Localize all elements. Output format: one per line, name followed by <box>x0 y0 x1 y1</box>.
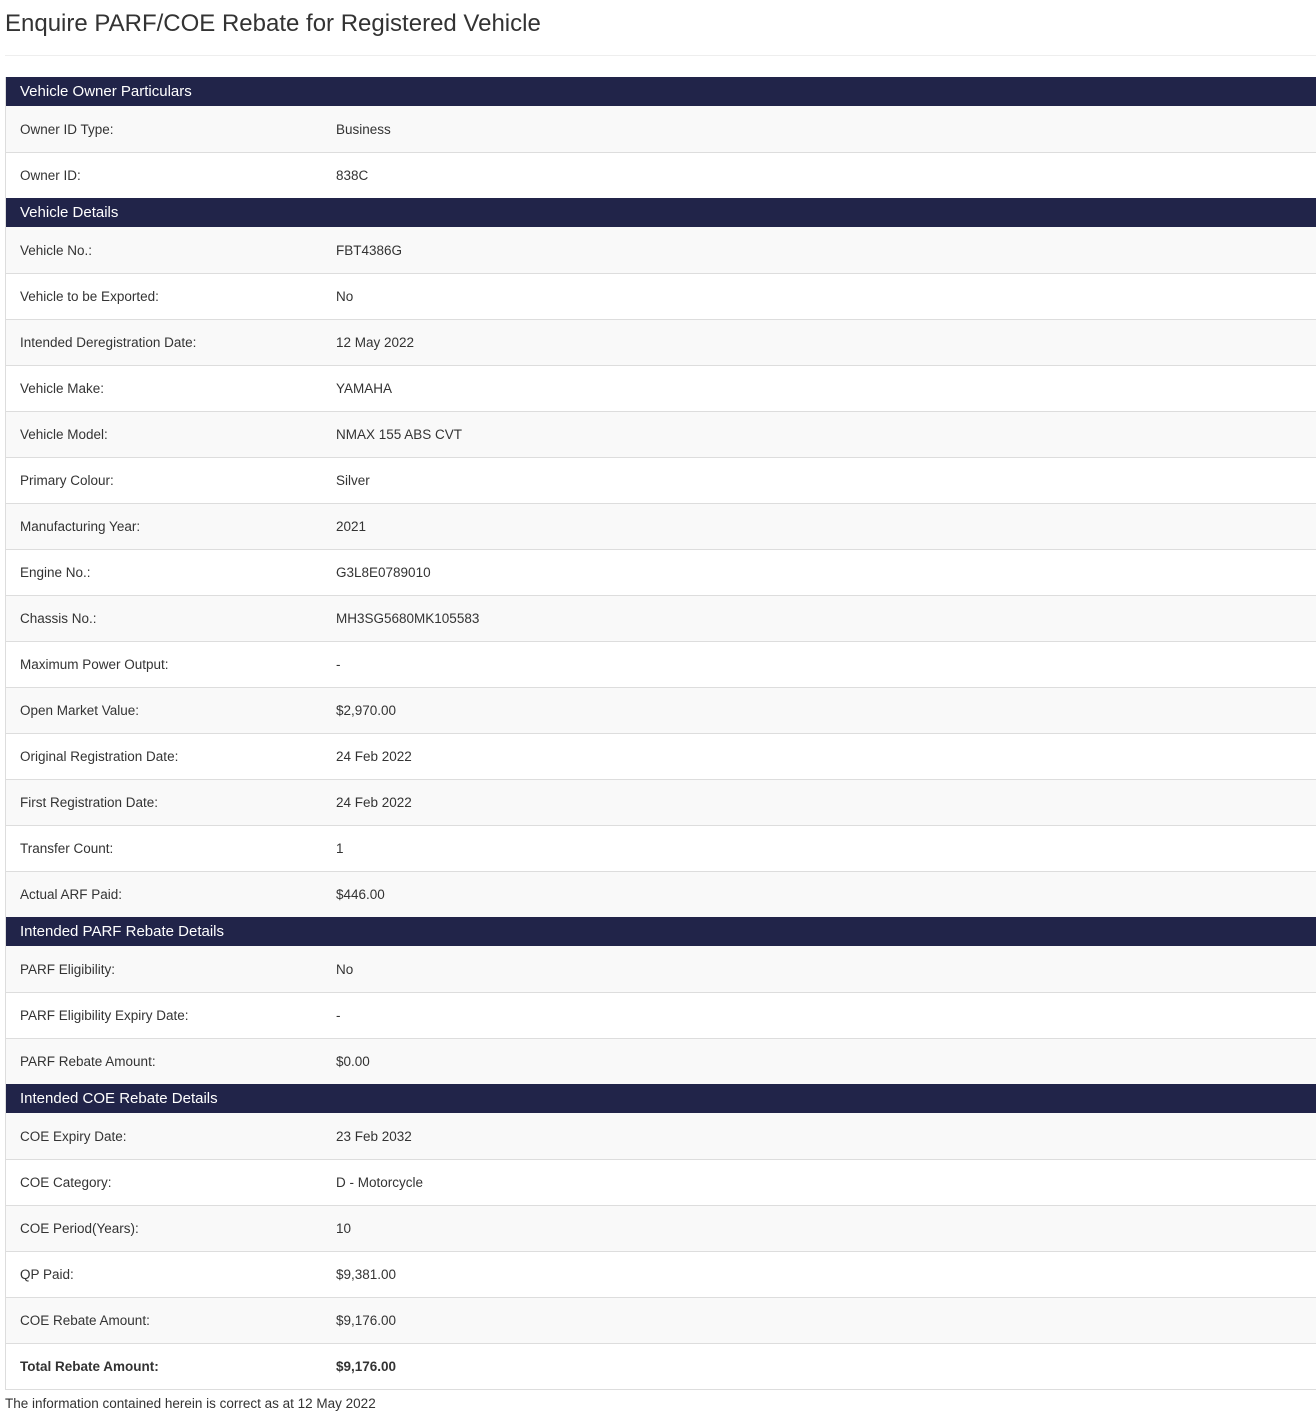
row-label: Engine No.: <box>20 565 91 580</box>
row-value: 23 Feb 2032 <box>336 1128 412 1144</box>
row-label: Transfer Count: <box>20 841 114 856</box>
row-qp-paid <box>6 1251 1316 1297</box>
row-label: PARF Rebate Amount: <box>20 1054 156 1069</box>
row-label: PARF Eligibility Expiry Date: <box>20 1008 189 1023</box>
row-label: COE Rebate Amount: <box>20 1313 150 1328</box>
row-original-registration-date <box>6 733 1316 779</box>
row-label: Vehicle Make: <box>20 381 105 396</box>
row-label: Total Rebate Amount: <box>20 1359 159 1374</box>
row-engine-no <box>6 549 1316 595</box>
row-label: Primary Colour: <box>20 473 114 488</box>
row-value: $9,176.00 <box>336 1359 397 1374</box>
row-label: COE Expiry Date: <box>20 1128 127 1144</box>
row-value: NMAX 155 ABS CVT <box>336 427 463 442</box>
row-value: 2021 <box>336 519 367 534</box>
row-value: No <box>336 961 354 977</box>
row-label: Actual ARF Paid: <box>20 887 123 902</box>
row-value: MH3SG5680MK105583 <box>336 611 480 626</box>
row-vehicle-no <box>6 227 1316 273</box>
row-value: Business <box>336 121 391 137</box>
row-value: YAMAHA <box>336 381 393 396</box>
row-value: $9,176.00 <box>336 1313 397 1328</box>
row-max-power-output <box>6 641 1316 687</box>
row-primary-colour <box>6 457 1316 503</box>
row-coe-category <box>6 1159 1316 1205</box>
row-label: Vehicle Model: <box>20 427 108 442</box>
row-label: Open Market Value: <box>20 703 140 718</box>
row-coe-rebate-amount <box>6 1297 1316 1343</box>
row-label: Maximum Power Output: <box>20 657 169 672</box>
row-value: 12 May 2022 <box>336 335 415 350</box>
rebate-details-panel <box>5 77 1316 1390</box>
section-header-vehicle: Vehicle Details <box>6 198 1316 227</box>
row-transfer-count <box>6 825 1316 871</box>
row-value: 838C <box>336 168 369 183</box>
page-title: Enquire PARF/COE Rebate for Registered Vehicle <box>5 10 541 37</box>
row-parf-rebate-amount <box>6 1038 1316 1084</box>
row-value: D - Motorcycle <box>336 1175 424 1190</box>
row-label: First Registration Date: <box>20 795 159 810</box>
row-label: COE Category: <box>20 1175 112 1190</box>
row-vehicle-model <box>6 411 1316 457</box>
row-label: Owner ID: <box>20 168 81 183</box>
row-value: - <box>336 657 341 672</box>
row-value: $9,381.00 <box>336 1267 397 1282</box>
row-value: FBT4386G <box>336 242 403 258</box>
row-label: QP Paid: <box>20 1267 74 1282</box>
row-open-market-value <box>6 687 1316 733</box>
row-label: Vehicle to be Exported: <box>20 289 159 304</box>
row-value: 24 Feb 2022 <box>336 749 412 764</box>
row-value: No <box>336 289 354 304</box>
row-actual-arf-paid <box>6 871 1316 917</box>
row-value: 24 Feb 2022 <box>336 795 412 810</box>
row-value: G3L8E0789010 <box>336 565 431 580</box>
row-chassis-no <box>6 595 1316 641</box>
row-value: Silver <box>336 473 370 488</box>
row-deregistration-date <box>6 319 1316 365</box>
row-value: $0.00 <box>336 1054 370 1069</box>
row-label: Chassis No.: <box>20 611 97 626</box>
row-vehicle-exported <box>6 273 1316 319</box>
section-header-parf: Intended PARF Rebate Details <box>6 917 1316 946</box>
row-owner-id-type <box>6 106 1316 152</box>
row-total-rebate-amount <box>6 1343 1316 1389</box>
row-coe-expiry-date <box>6 1113 1316 1159</box>
accuracy-footnote: The information contained herein is correct as at 12 May 2022 <box>5 1396 376 1411</box>
row-manufacturing-year <box>6 503 1316 549</box>
row-value: $2,970.00 <box>336 703 397 718</box>
row-parf-eligibility <box>6 946 1316 992</box>
row-value: - <box>336 1008 341 1023</box>
row-coe-period <box>6 1205 1316 1251</box>
row-label: Vehicle No.: <box>20 242 93 258</box>
row-value: 1 <box>336 841 344 856</box>
section-header-owner: Vehicle Owner Particulars <box>6 77 1316 106</box>
section-header-coe: Intended COE Rebate Details <box>6 1084 1316 1113</box>
row-label: Manufacturing Year: <box>20 519 141 534</box>
row-owner-id <box>6 152 1316 198</box>
row-label: Original Registration Date: <box>20 749 179 764</box>
row-label: Owner ID Type: <box>20 121 114 137</box>
row-label: Intended Deregistration Date: <box>20 335 197 350</box>
row-parf-eligibility-expiry <box>6 992 1316 1038</box>
row-label: COE Period(Years): <box>20 1221 139 1236</box>
row-label: PARF Eligibility: <box>20 961 116 977</box>
row-value: $446.00 <box>336 887 385 902</box>
row-vehicle-make <box>6 365 1316 411</box>
row-first-registration-date <box>6 779 1316 825</box>
title-divider <box>5 55 1316 56</box>
row-value: 10 <box>336 1221 352 1236</box>
